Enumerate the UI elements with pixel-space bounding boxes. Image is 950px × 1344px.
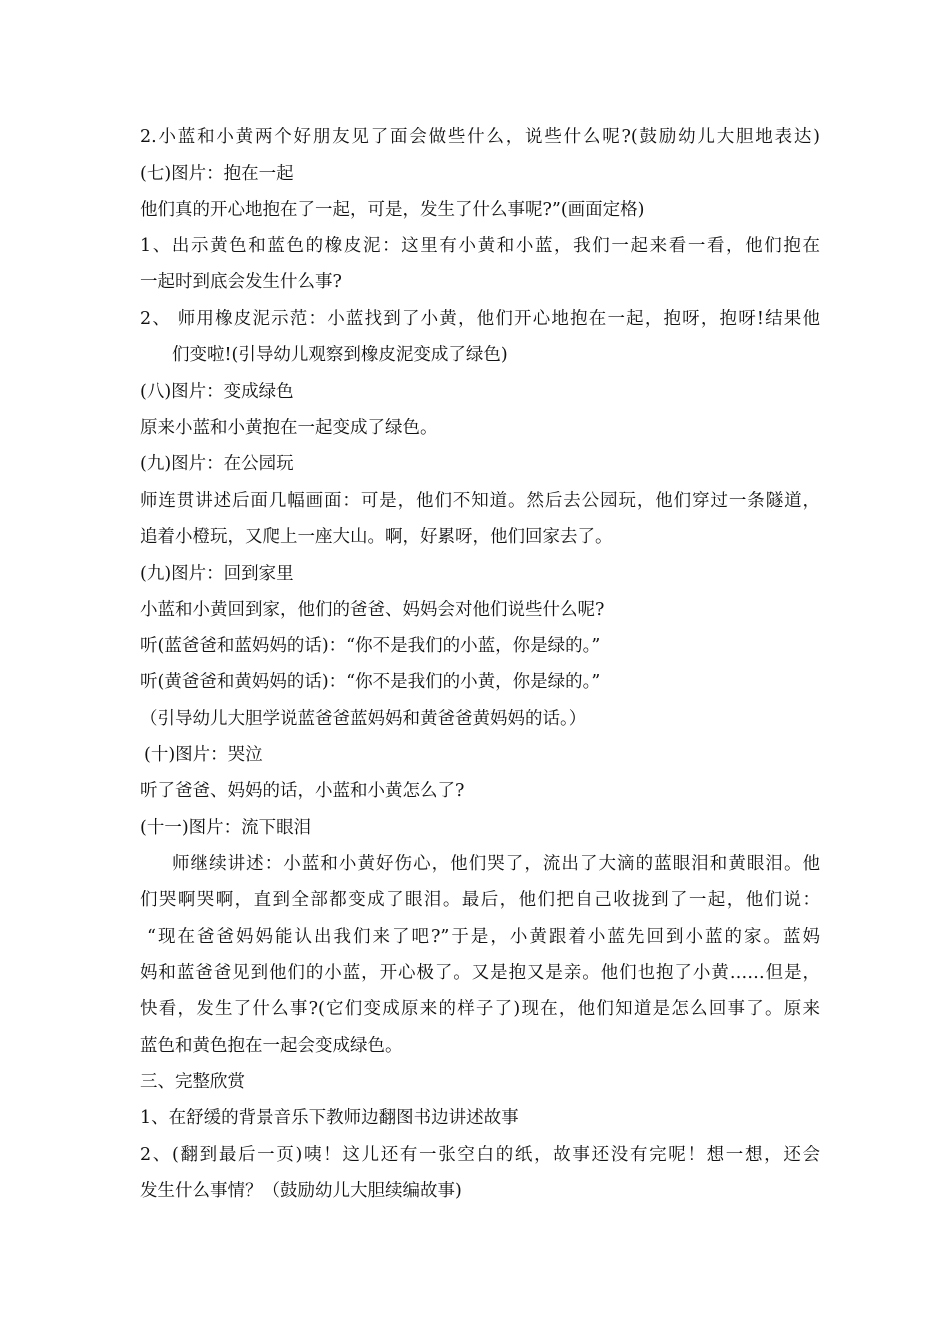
text-line: 1、出示黄色和蓝色的橡皮泥：这里有小黄和小蓝，我们一起来看一看，他们抱在 [140,236,820,256]
section-heading: (九)图片：在公园玩 [140,454,294,474]
section-heading: (九)图片：回到家里 [140,564,294,584]
text-line: 1、在舒缓的背景音乐下教师边翻图书边讲述故事 [140,1108,519,1128]
text-line: 师继续讲述：小蓝和小黄好伤心，他们哭了，流出了大滴的蓝眼泪和黄眼泪。他 [172,854,820,874]
text-line: 2、 师用橡皮泥示范：小蓝找到了小黄，他们开心地抱在一起，抱呀，抱呀!结果他 [140,309,820,329]
text-line: 们哭啊哭啊，直到全部都变成了眼泪。最后，他们把自己收拢到了一起，他们说： [140,890,820,910]
text-line: 们变啦!(引导幼儿观察到橡皮泥变成了绿色) [172,345,508,365]
text-line: （引导幼儿大胆学说蓝爸爸蓝妈妈和黄爸爸黄妈妈的话。） [140,709,587,729]
text-line: 2.小蓝和小黄两个好朋友见了面会做些什么，说些什么呢?(鼓励幼儿大胆地表达) [140,127,820,147]
text-line: 小蓝和小黄回到家，他们的爸爸、妈妈会对他们说些什么呢? [140,600,605,620]
text-line: 妈和蓝爸爸见到他们的小蓝，开心极了。又是抱又是亲。他们也抱了小黄……但是， [140,963,820,983]
text-line: 听(黄爸爸和黄妈妈的话)：“你不是我们的小黄，你是绿的。” [140,672,601,692]
text-line: 听了爸爸、妈妈的话，小蓝和小黄怎么了? [140,781,465,801]
text-line: “现在爸爸妈妈能认出我们来了吧?”于是，小黄跟着小蓝先回到小蓝的家。蓝妈 [147,927,820,947]
section-heading: (七)图片：抱在一起 [140,164,294,184]
text-line: 师连贯讲述后面几幅画面：可是，他们不知道。然后去公园玩，他们穿过一条隧道， [140,491,820,511]
text-line: 听(蓝爸爸和蓝妈妈的话)：“你不是我们的小蓝，你是绿的。” [140,636,601,656]
text-line: 2、(翻到最后一页)咦！这儿还有一张空白的纸，故事还没有完呢！想一想，还会 [140,1145,820,1165]
section-heading: (八)图片：变成绿色 [140,382,294,402]
text-line: 一起时到底会发生什么事? [140,272,342,292]
text-line: 快看，发生了什么事?(它们变成原来的样子了)现在，他们知道是怎么回事了。原来 [140,999,820,1019]
section-heading: (十一)图片：流下眼泪 [140,818,312,838]
section-heading: (十)图片：哭泣 [144,745,263,765]
text-line: 追着小橙玩，又爬上一座大山。啊，好累呀，他们回家去了。 [140,527,613,547]
text-line: 蓝色和黄色抱在一起会变成绿色。 [140,1036,403,1056]
text-line: 原来小蓝和小黄抱在一起变成了绿色。 [140,418,438,438]
text-line: 他们真的开心地抱在了一起，可是，发生了什么事呢?”(画面定格) [140,200,645,220]
text-line: 发生什么事情？（鼓励幼儿大胆续编故事) [140,1181,462,1201]
section-heading: 三、完整欣赏 [140,1072,245,1092]
